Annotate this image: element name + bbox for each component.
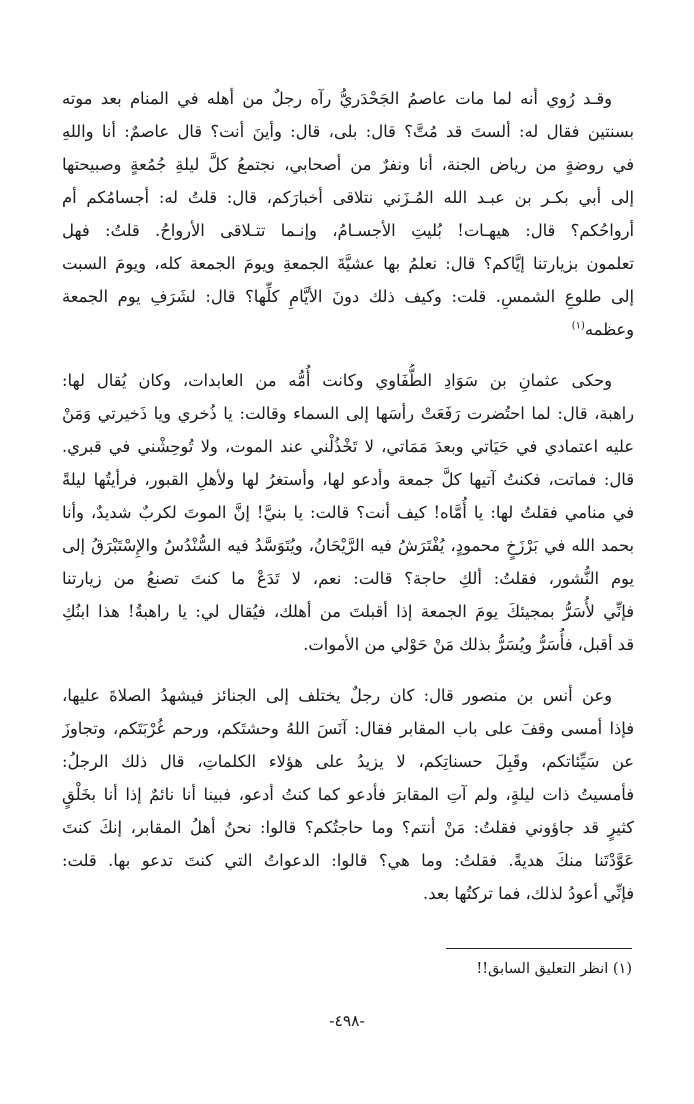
text-line: كثيرٍ قد جاؤوني فقلتُ: مَنْ أنتم؟ وما حاجتُكم؟ قالوا: نحنُ أهلُ المقابر، إنكَ كنتَ [62, 818, 634, 837]
text-line: عليه اعتمادي في حَيَاتي وبعدَ مَمَاتي، لا تَخْذُلْني عند الموت، ولا تُوحِشْني في قبري. [62, 437, 634, 456]
text-line: وعن أنس بن منصور قال: كان رجلٌ يختلف إلى الجنائز فيشهدُ الصلاةَ عليها، [62, 686, 612, 705]
footnote-reference[interactable]: (١) [571, 320, 585, 332]
text-line: عَوَّدْتَنا منكَ هديةً. فقلتُ: وما هي؟ قالوا: الدعواتُ التي كنتَ تدعو بها. قلت: [62, 851, 634, 870]
text-line: أرواحُكم؟ قال: هيهـات! بُليتِ الأجسـامُ، وإنـما تتـلاقى الأرواحُ. قلتُ: فهل [62, 221, 634, 240]
text-line: في روضةٍ من رياض الجنة، أنا ونفرٌ من أصحابي، نجتمعُ كلَّ ليلةِ جُمُعةٍ وصبيحتها [62, 155, 634, 174]
text-line: إلى طلوعِ الشمسِ. قلت: وكيف ذلك دونَ الأيَّامِ كلِّها؟ قال: لشَرَفِ يوم الجمعة [62, 287, 634, 306]
text-line: فإنِّي أعودُ لذلك، فما تركتُها بعد. [423, 884, 634, 903]
text-line: قال: فماتت، فكنتُ آتيها كلَّ جمعة وأدعو لها، وأستغرُ لها ولأهلِ القبور، فرأيتُها ليلةً [62, 470, 634, 489]
text-line: وحكى عثمانِ بن سَوَادِ الطُّفَاوي وكانت أُمُّه من العابدات، وكان يُقال لها: [62, 371, 612, 390]
text-line: إلى أبي بكـر بن عبـد الله المُـزَني نتلاقى أخبارَكم، قال: قلتُ له: أجسامُكم أم [62, 188, 634, 207]
text-line [62, 313, 634, 346]
text-line: عن سَيِّئاتكم، وقَبِلَ حسناتِكم، لا يزيدُ على هؤلاء الكلماتِ، قال ذلك الرجلُ: [62, 752, 634, 771]
text-line-content: وعظمه [584, 320, 634, 339]
text-line: تعلمون بزيارتنا إيَّاكم؟ قال: نعلمُ بها عشيَّةَ الجمعةِ ويومَ الجمعة كله، ويومَ السبت [62, 254, 634, 273]
text-line: وقـد رُوي أنه لما مات عاصمُ الجَحْدَريُّ رآه رجلٌ من أهله في المنام بعد موته [62, 89, 612, 108]
text-line: راهبة، قال: لما احتُضرت رَفَعَتْ رأسَها إلى السماء وقالت: يا ذُخري ويا ذَخيرتي وَمَنْ [62, 404, 634, 423]
text-line: فإنِّي لأُسَرُّ بمجيئكَ يومَ الجمعة إذا أقبلتَ من أهلك، فيُقال لي: يا راهبةُ! هذا ابنُكِ [62, 602, 634, 621]
text-line: بحمد الله في بَرْزَخٍ محمودٍ، يُفْتَرَشُ فيه الرَّيْحَانُ، ويُتَوَسَّدُ فيه السُّنْدُسُ والإِسْتَبْرَقُ إلى [62, 536, 634, 555]
footnote-divider [446, 948, 632, 949]
text-line: فأمسيتُ ذات ليلةٍ، ولم آتِ المقابرَ فأدعو كما كنتُ أدعو، فبينا أنا نائمٌ إذا أنا بخَلْقٍ [62, 785, 634, 804]
book-page-body [62, 82, 634, 910]
paragraph-rahiba [62, 364, 634, 661]
text-line: قد أقبل، فأُسَرُّ ويُسَرُّ بذلك مَنْ حَوْلي من الأموات. [303, 635, 634, 654]
text-line: يوم النُّشور، فقلتُ: ألكِ حاجة؟ قالت: نعم، لا تَدَعْ ما كنتَ تصنعُ من زيارتنا [62, 569, 634, 588]
paragraph-anas-bin-mansur [62, 679, 634, 910]
page-number: -٤٩٨- [329, 1012, 365, 1030]
footnote: (١) انظر التعليق السابق!! [476, 961, 632, 977]
text-line: فإذا أمسى وقفَ على باب المقابر فقال: آنَسَ اللهُ وحشتَكم، ورحم غُرْبَتَكم، وتجاوزَ [62, 719, 634, 738]
text-line: بسنتين فقال له: ألستَ قد مُتَّ؟ قال: بلى، قال: وأينَ أنت؟ قال عاصمٌ: أنا واللهِ [62, 122, 634, 141]
text-line: في منامي فقلتُ لها: يا أُمَّاه! كيف أنت؟ قالت: يا بنيَّ! إنَّ الموتَ لكربٌ شديدٌ، وأنا [62, 503, 634, 522]
paragraph-asim-aljahdari [62, 82, 634, 346]
